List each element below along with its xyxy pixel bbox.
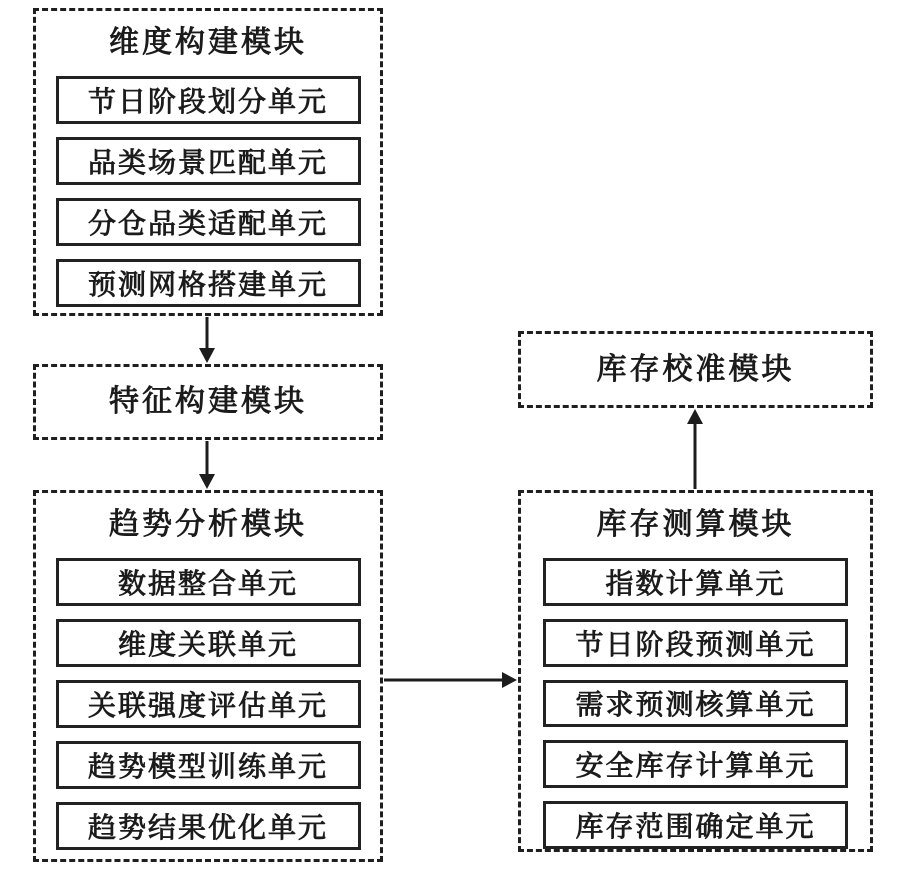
module-dimension-title: 维度构建模块 <box>109 25 307 60</box>
arrow-estimation-to-calibration <box>687 409 703 489</box>
unit-safety-stock-calculation: 安全库存计算单元 <box>543 740 848 788</box>
arrow-head-up-icon <box>687 409 703 424</box>
unit-trend-model-training: 趋势模型训练单元 <box>56 741 361 789</box>
arrow-shaft <box>694 421 697 489</box>
module-inventory-estimation <box>518 490 873 852</box>
module-estimation-title: 库存测算模块 <box>596 507 795 542</box>
module-trend-analysis <box>33 490 383 862</box>
unit-festival-phase-division: 节日阶段划分单元 <box>56 76 361 124</box>
module-feature-title: 特征构建模块 <box>109 384 307 419</box>
arrow-head-down-icon <box>199 348 215 363</box>
arrow-trend-to-estimation <box>384 672 517 688</box>
unit-dimension-association: 维度关联单元 <box>56 619 361 667</box>
unit-forecast-grid-building: 预测网格搭建单元 <box>56 259 361 307</box>
unit-trend-result-optimization: 趋势结果优化单元 <box>56 802 361 850</box>
module-feature-construction <box>33 364 383 440</box>
arrow-shaft <box>206 441 209 477</box>
unit-association-strength-evaluation: 关联强度评估单元 <box>56 680 361 728</box>
unit-inventory-range-determination: 库存范围确定单元 <box>543 801 848 849</box>
arrow-shaft <box>206 317 209 351</box>
module-dimension-construction <box>33 8 383 316</box>
unit-data-integration: 数据整合单元 <box>56 558 361 606</box>
module-calibration-title: 库存校准模块 <box>596 351 795 387</box>
unit-demand-forecast-accounting: 需求预测核算单元 <box>543 680 848 728</box>
unit-festival-phase-forecast: 节日阶段预测单元 <box>543 619 848 667</box>
module-inventory-calibration <box>518 331 873 408</box>
arrow-feature-to-trend <box>199 441 215 489</box>
arrow-head-right-icon <box>502 672 517 688</box>
unit-category-scene-matching: 品类场景匹配单元 <box>56 137 361 185</box>
arrow-shaft <box>384 679 505 682</box>
arrow-dimension-to-feature <box>199 317 215 363</box>
unit-warehouse-category-adaptation: 分仓品类适配单元 <box>56 198 361 246</box>
module-trend-title: 趋势分析模块 <box>109 507 307 542</box>
unit-index-calculation: 指数计算单元 <box>543 558 848 606</box>
arrow-head-down-icon <box>199 474 215 489</box>
